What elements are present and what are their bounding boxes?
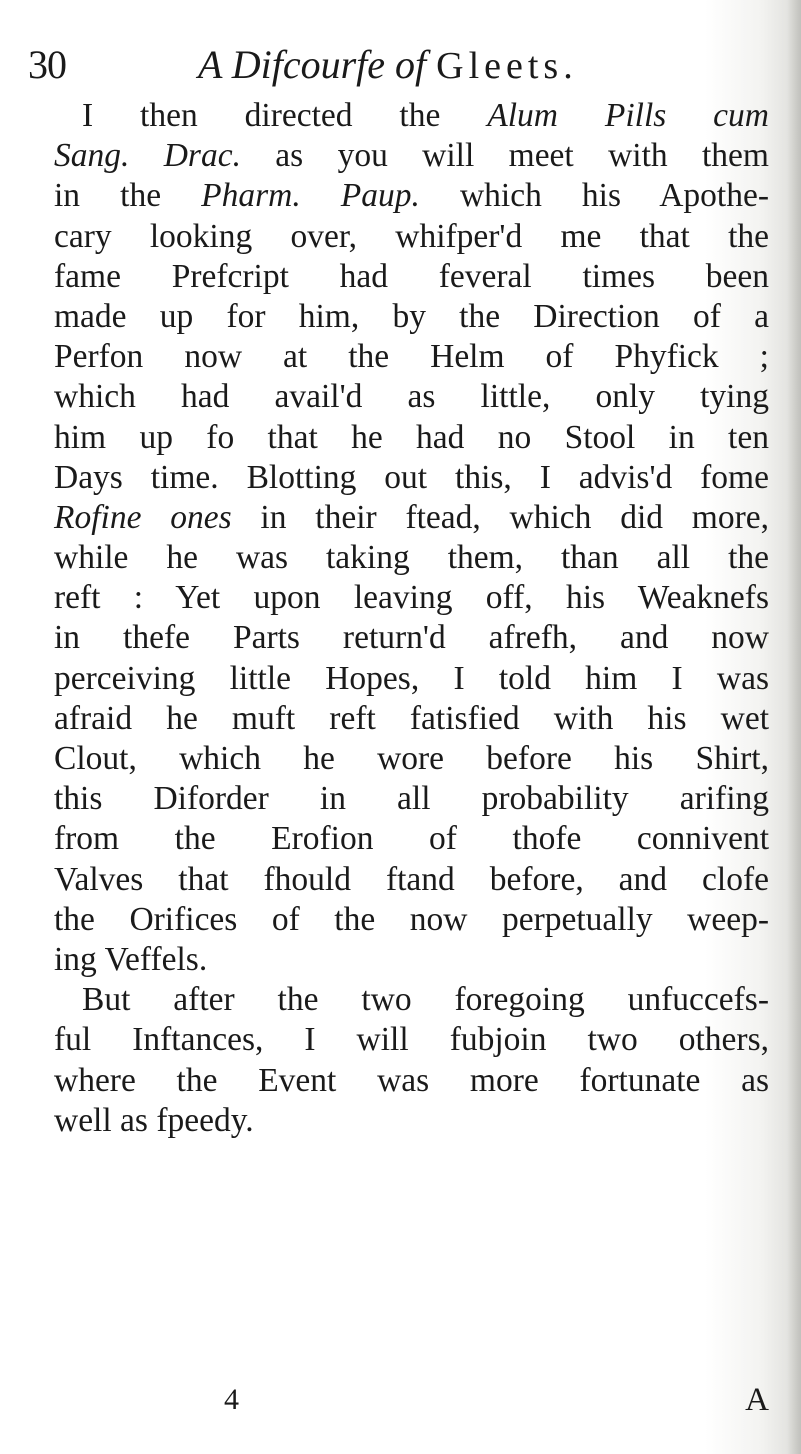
- text-line: [54, 860, 769, 900]
- running-header: [28, 40, 668, 90]
- italic-text: Sang. Drac.: [54, 137, 241, 175]
- paragraph: [54, 980, 769, 1141]
- text-line: [54, 819, 769, 859]
- text-segment: him up fo that he had no Stool in ten: [54, 418, 769, 456]
- text-line: [54, 538, 769, 578]
- text-line: [54, 136, 769, 176]
- text-segment: the Orifices of the now perpetually weep-: [54, 900, 769, 938]
- text-segment: in thefe Parts return'd afrefh, and now: [54, 619, 769, 657]
- text-line: [54, 779, 769, 819]
- text-segment: made up for him, by the Direction of a: [54, 297, 769, 335]
- text-line: [54, 900, 769, 940]
- text-segment: cary looking over, whifper'd me that the: [54, 217, 769, 255]
- text-line: [54, 337, 769, 377]
- text-line: [54, 1020, 769, 1060]
- text-line: [54, 1061, 769, 1101]
- text-segment: which had avail'd as little, only tying: [54, 378, 769, 416]
- text-segment: well as fpeedy.: [54, 1101, 254, 1139]
- text-segment: from the Erofion of thofe connivent: [54, 820, 769, 858]
- italic-text: Alum Pills cum: [487, 97, 769, 134]
- text-segment: Days time. Blotting out this, I advis'd fome: [54, 458, 769, 496]
- paragraph: [54, 96, 769, 980]
- text-line: [54, 699, 769, 739]
- text-line: [54, 176, 769, 216]
- text-line: [54, 578, 769, 618]
- text-line: [54, 257, 769, 297]
- italic-text: Pharm. Paup.: [201, 177, 420, 215]
- text-line: [54, 418, 769, 458]
- text-line: [54, 659, 769, 699]
- text-segment: this Diforder in all probability arifing: [54, 780, 769, 818]
- text-segment: ful Inftances, I will fubjoin two others,: [54, 1021, 769, 1059]
- page-number: 30: [28, 42, 66, 87]
- text-line: [54, 1101, 769, 1141]
- text-segment: as you will meet with them: [240, 137, 769, 175]
- text-line: [54, 458, 769, 498]
- text-segment: which his Apothe-: [419, 177, 769, 215]
- text-line: [54, 739, 769, 779]
- text-segment: in their ftead, which did more,: [231, 498, 769, 536]
- text-segment: But after the two foregoing unfuccefs-: [82, 981, 769, 1019]
- text-line: [54, 498, 769, 538]
- text-segment: fame Prefcript had feveral times been: [54, 257, 769, 295]
- italic-text: Rofine ones: [54, 498, 232, 536]
- text-line: [54, 618, 769, 658]
- text-segment: where the Event was more fortunate as: [54, 1061, 769, 1099]
- text-line: [54, 217, 769, 257]
- running-title-italic: A Difcourfe of: [198, 42, 427, 87]
- running-title-caps: Gleets.: [436, 45, 578, 87]
- page-edge-shadow: [787, 0, 801, 1454]
- text-segment: in the: [54, 177, 202, 215]
- signature-mark: 4: [224, 1383, 239, 1416]
- text-segment: while he was taking them, than all the: [54, 539, 769, 577]
- text-segment: Valves that fhould ftand before, and clofe: [54, 860, 769, 898]
- text-line: [54, 297, 769, 337]
- page-footer: [54, 1380, 769, 1424]
- text-segment: perceiving little Hopes, I told him I was: [54, 659, 769, 697]
- text-segment: reft : Yet upon leaving off, his Weaknefs: [54, 579, 769, 617]
- catchword: A: [745, 1382, 769, 1418]
- text-line: [54, 980, 769, 1020]
- body-text: [54, 96, 769, 1141]
- text-segment: Perfon now at the Helm of Phyfick ;: [54, 338, 769, 376]
- text-line: [54, 940, 769, 980]
- text-segment: afraid he muft reft fatisfied with his wet: [54, 699, 769, 737]
- text-line: [54, 96, 769, 136]
- text-line: [54, 377, 769, 417]
- text-segment: Clout, which he wore before his Shirt,: [54, 740, 769, 777]
- text-segment: I then directed the: [82, 97, 488, 134]
- running-title: [198, 40, 578, 91]
- text-segment: ing Veffels.: [54, 940, 208, 978]
